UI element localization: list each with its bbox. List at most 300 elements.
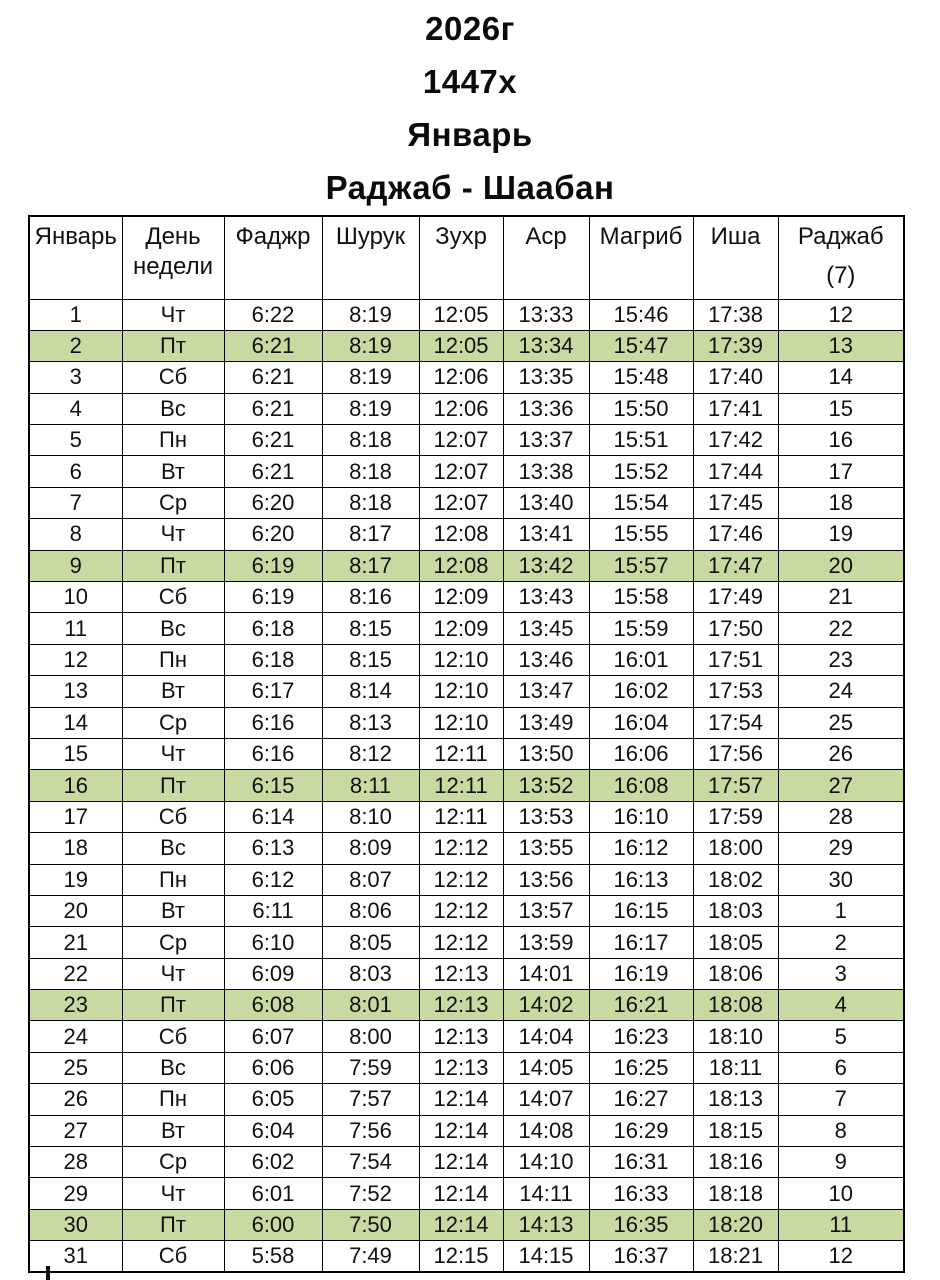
cell-asr: 13:49: [503, 707, 589, 738]
cell-isha: 17:42: [693, 425, 778, 456]
cell-weekday: Пн: [122, 644, 224, 675]
cell-zuhr: 12:14: [419, 1178, 503, 1209]
table-row: [29, 519, 904, 550]
cell-maghrib: 15:52: [589, 456, 693, 487]
cell-weekday: Сб: [122, 1021, 224, 1052]
cell-weekday: Сб: [122, 801, 224, 832]
cell-fajr: 6:17: [224, 676, 322, 707]
cell-isha: 17:50: [693, 613, 778, 644]
cell-shuruk: 8:03: [322, 958, 419, 989]
cell-fajr: 6:19: [224, 582, 322, 613]
cell-zuhr: 12:11: [419, 738, 503, 769]
cell-isha: 17:45: [693, 487, 778, 518]
cell-weekday: Чт: [122, 1178, 224, 1209]
cell-date: 4: [29, 393, 122, 424]
cell-isha: 17:49: [693, 582, 778, 613]
cell-rajab: 5: [778, 1021, 904, 1052]
table-row: [29, 1209, 904, 1240]
cell-zuhr: 12:12: [419, 927, 503, 958]
cell-rajab: 6: [778, 1052, 904, 1083]
cell-date: 28: [29, 1147, 122, 1178]
cell-zuhr: 12:13: [419, 990, 503, 1021]
table-row: [29, 1115, 904, 1146]
cell-zuhr: 12:13: [419, 1052, 503, 1083]
cell-date: 21: [29, 927, 122, 958]
cell-date: 5: [29, 425, 122, 456]
cell-rajab: 17: [778, 456, 904, 487]
cell-rajab: 10: [778, 1178, 904, 1209]
cell-zuhr: 12:12: [419, 895, 503, 926]
cell-date: 24: [29, 1021, 122, 1052]
column-header-label: Раджаб: [797, 223, 884, 250]
cell-isha: 18:20: [693, 1209, 778, 1240]
cell-shuruk: 8:01: [322, 990, 419, 1021]
cell-date: 7: [29, 487, 122, 518]
cell-rajab: 9: [778, 1147, 904, 1178]
cell-isha: 17:46: [693, 519, 778, 550]
cell-isha: 17:56: [693, 738, 778, 769]
cell-date: 30: [29, 1209, 122, 1240]
cell-isha: 18:10: [693, 1021, 778, 1052]
cell-maghrib: 15:50: [589, 393, 693, 424]
cell-zuhr: 12:08: [419, 550, 503, 581]
cell-weekday: Пт: [122, 770, 224, 801]
header-row: [29, 216, 904, 299]
cell-shuruk: 7:50: [322, 1209, 419, 1240]
table-row: [29, 1021, 904, 1052]
cell-weekday: Пт: [122, 550, 224, 581]
cell-zuhr: 12:10: [419, 644, 503, 675]
table-row: [29, 330, 904, 361]
cell-weekday: Вт: [122, 456, 224, 487]
cell-date: 9: [29, 550, 122, 581]
cell-date: 15: [29, 738, 122, 769]
cell-asr: 13:45: [503, 613, 589, 644]
cell-rajab: 25: [778, 707, 904, 738]
cell-fajr: 6:21: [224, 456, 322, 487]
cell-weekday: Вт: [122, 1115, 224, 1146]
cell-asr: 14:04: [503, 1021, 589, 1052]
cell-isha: 17:44: [693, 456, 778, 487]
table-row: [29, 644, 904, 675]
table-row: [29, 833, 904, 864]
cell-maghrib: 15:58: [589, 582, 693, 613]
cell-date: 20: [29, 895, 122, 926]
cell-maghrib: 16:19: [589, 958, 693, 989]
cell-asr: 13:50: [503, 738, 589, 769]
cell-fajr: 6:21: [224, 425, 322, 456]
cell-weekday: Чт: [122, 299, 224, 330]
cell-maghrib: 16:13: [589, 864, 693, 895]
title-block: [0, 0, 940, 214]
cell-shuruk: 8:14: [322, 676, 419, 707]
cell-maghrib: 16:06: [589, 738, 693, 769]
cell-rajab: 22: [778, 613, 904, 644]
cell-weekday: Вс: [122, 833, 224, 864]
cell-fajr: 6:02: [224, 1147, 322, 1178]
cell-weekday: Чт: [122, 958, 224, 989]
table-row: [29, 550, 904, 581]
cell-rajab: 4: [778, 990, 904, 1021]
column-header-label: Шурук: [335, 223, 406, 250]
cell-asr: 13:47: [503, 676, 589, 707]
cell-shuruk: 8:19: [322, 393, 419, 424]
cell-shuruk: 8:18: [322, 487, 419, 518]
cell-maghrib: 16:21: [589, 990, 693, 1021]
cell-rajab: 21: [778, 582, 904, 613]
cell-rajab: 16: [778, 425, 904, 456]
cell-isha: 18:11: [693, 1052, 778, 1083]
cell-weekday: Пт: [122, 1209, 224, 1240]
table-row: [29, 864, 904, 895]
cell-maghrib: 16:04: [589, 707, 693, 738]
cell-shuruk: 8:00: [322, 1021, 419, 1052]
cell-zuhr: 12:07: [419, 487, 503, 518]
cell-weekday: Вс: [122, 1052, 224, 1083]
cell-zuhr: 12:07: [419, 456, 503, 487]
column-header-label: Магриб: [599, 223, 683, 250]
cell-zuhr: 12:06: [419, 393, 503, 424]
cell-fajr: 6:18: [224, 613, 322, 644]
cell-date: 16: [29, 770, 122, 801]
cell-maghrib: 15:54: [589, 487, 693, 518]
cell-date: 19: [29, 864, 122, 895]
cell-asr: 13:59: [503, 927, 589, 958]
cell-rajab: 12: [778, 299, 904, 330]
table-body: [29, 299, 904, 1272]
column-header-sublabel: (7): [826, 262, 856, 289]
cell-maghrib: 16:01: [589, 644, 693, 675]
table-row: [29, 990, 904, 1021]
cell-date: 14: [29, 707, 122, 738]
cell-zuhr: 12:14: [419, 1084, 503, 1115]
table-row: [29, 1241, 904, 1272]
cell-date: 12: [29, 644, 122, 675]
cell-maghrib: 16:31: [589, 1147, 693, 1178]
cell-weekday: Вт: [122, 676, 224, 707]
cell-weekday: Ср: [122, 487, 224, 518]
cell-isha: 18:13: [693, 1084, 778, 1115]
cell-date: 18: [29, 833, 122, 864]
cell-rajab: 13: [778, 330, 904, 361]
cell-fajr: 6:20: [224, 519, 322, 550]
cell-date: 1: [29, 299, 122, 330]
cell-maghrib: 15:57: [589, 550, 693, 581]
cell-isha: 18:02: [693, 864, 778, 895]
cell-date: 3: [29, 362, 122, 393]
table-row: [29, 425, 904, 456]
cell-asr: 14:05: [503, 1052, 589, 1083]
cell-isha: 17:38: [693, 299, 778, 330]
cell-maghrib: 16:37: [589, 1241, 693, 1272]
cell-zuhr: 12:13: [419, 1021, 503, 1052]
table-row: [29, 738, 904, 769]
cell-rajab: 1: [778, 895, 904, 926]
cell-rajab: 15: [778, 393, 904, 424]
cell-weekday: Ср: [122, 707, 224, 738]
cell-shuruk: 7:49: [322, 1241, 419, 1272]
cell-maghrib: 15:55: [589, 519, 693, 550]
table-row: [29, 958, 904, 989]
column-header-fajr: [224, 216, 322, 299]
column-header-isha: [693, 216, 778, 299]
table-row: [29, 707, 904, 738]
cell-shuruk: 8:11: [322, 770, 419, 801]
cell-zuhr: 12:12: [419, 833, 503, 864]
table-row: [29, 801, 904, 832]
cell-maghrib: 15:51: [589, 425, 693, 456]
cell-shuruk: 8:18: [322, 456, 419, 487]
title-hijri-months: Раджаб - Шаабан: [325, 169, 615, 206]
cell-isha: 17:47: [693, 550, 778, 581]
column-header-label: Январь: [34, 223, 117, 250]
cell-maghrib: 16:33: [589, 1178, 693, 1209]
cell-fajr: 6:21: [224, 393, 322, 424]
cell-date: 10: [29, 582, 122, 613]
cell-zuhr: 12:15: [419, 1241, 503, 1272]
cell-maghrib: 15:48: [589, 362, 693, 393]
cell-zuhr: 12:09: [419, 613, 503, 644]
cell-shuruk: 8:07: [322, 864, 419, 895]
cell-fajr: 6:15: [224, 770, 322, 801]
title-month: Январь: [407, 116, 533, 153]
cell-rajab: 2: [778, 927, 904, 958]
cell-zuhr: 12:05: [419, 299, 503, 330]
cell-date: 29: [29, 1178, 122, 1209]
table-row: [29, 1147, 904, 1178]
cell-shuruk: 7:59: [322, 1052, 419, 1083]
cell-maghrib: 16:23: [589, 1021, 693, 1052]
cell-maghrib: 16:25: [589, 1052, 693, 1083]
cell-fajr: 6:13: [224, 833, 322, 864]
column-header-shuruk: [322, 216, 419, 299]
cell-fajr: 6:12: [224, 864, 322, 895]
cell-maghrib: 16:12: [589, 833, 693, 864]
cell-zuhr: 12:14: [419, 1209, 503, 1240]
title-hijri-year: 1447х: [422, 63, 518, 100]
cell-shuruk: 8:17: [322, 519, 419, 550]
cell-asr: 14:15: [503, 1241, 589, 1272]
prayer-times-table: [28, 215, 905, 1273]
cell-zuhr: 12:14: [419, 1147, 503, 1178]
cell-isha: 18:18: [693, 1178, 778, 1209]
title-year: 2026г: [425, 10, 515, 47]
cell-asr: 13:36: [503, 393, 589, 424]
cell-rajab: 19: [778, 519, 904, 550]
cell-fajr: 6:16: [224, 707, 322, 738]
table-row: [29, 456, 904, 487]
cell-shuruk: 8:10: [322, 801, 419, 832]
cell-shuruk: 8:18: [322, 425, 419, 456]
table-row: [29, 770, 904, 801]
cell-rajab: 12: [778, 1241, 904, 1272]
cell-rajab: 8: [778, 1115, 904, 1146]
cell-maghrib: 15:59: [589, 613, 693, 644]
cell-shuruk: 7:57: [322, 1084, 419, 1115]
cell-asr: 14:02: [503, 990, 589, 1021]
cell-shuruk: 8:16: [322, 582, 419, 613]
cell-asr: 14:11: [503, 1178, 589, 1209]
cell-fajr: 5:58: [224, 1241, 322, 1272]
cell-zuhr: 12:11: [419, 801, 503, 832]
cell-date: 11: [29, 613, 122, 644]
cell-asr: 13:35: [503, 362, 589, 393]
cell-shuruk: 8:05: [322, 927, 419, 958]
cell-date: 26: [29, 1084, 122, 1115]
cell-fajr: 6:21: [224, 330, 322, 361]
cell-maghrib: 16:29: [589, 1115, 693, 1146]
cell-asr: 13:56: [503, 864, 589, 895]
cell-weekday: Пт: [122, 990, 224, 1021]
table-row: [29, 582, 904, 613]
cell-date: 25: [29, 1052, 122, 1083]
table-row: [29, 299, 904, 330]
cell-isha: 18:06: [693, 958, 778, 989]
cell-isha: 17:41: [693, 393, 778, 424]
column-header-maghrib: [589, 216, 693, 299]
cell-shuruk: 8:19: [322, 362, 419, 393]
cell-rajab: 28: [778, 801, 904, 832]
cell-shuruk: 8:13: [322, 707, 419, 738]
cell-isha: 17:54: [693, 707, 778, 738]
cell-zuhr: 12:13: [419, 958, 503, 989]
cell-asr: 14:07: [503, 1084, 589, 1115]
table-row: [29, 676, 904, 707]
table-row: [29, 393, 904, 424]
cell-date: 2: [29, 330, 122, 361]
cell-shuruk: 8:09: [322, 833, 419, 864]
cell-fajr: 6:06: [224, 1052, 322, 1083]
cell-fajr: 6:00: [224, 1209, 322, 1240]
cell-date: 31: [29, 1241, 122, 1272]
cell-date: 13: [29, 676, 122, 707]
cell-asr: 13:46: [503, 644, 589, 675]
cell-asr: 13:41: [503, 519, 589, 550]
table-row: [29, 1178, 904, 1209]
column-header-date: [29, 216, 122, 299]
cell-asr: 14:13: [503, 1209, 589, 1240]
table-row: [29, 895, 904, 926]
cell-shuruk: 8:12: [322, 738, 419, 769]
cell-maghrib: 16:35: [589, 1209, 693, 1240]
cell-asr: 13:33: [503, 299, 589, 330]
cell-rajab: 27: [778, 770, 904, 801]
cell-date: 23: [29, 990, 122, 1021]
cell-maghrib: 16:27: [589, 1084, 693, 1115]
cell-zuhr: 12:09: [419, 582, 503, 613]
cell-weekday: Вс: [122, 613, 224, 644]
column-header-label: Фаджр: [235, 223, 311, 250]
cell-date: 8: [29, 519, 122, 550]
cell-asr: 13:38: [503, 456, 589, 487]
table-row: [29, 1084, 904, 1115]
scan-artifact-line: [46, 1266, 50, 1280]
cell-weekday: Вт: [122, 895, 224, 926]
cell-fajr: 6:11: [224, 895, 322, 926]
cell-isha: 17:40: [693, 362, 778, 393]
cell-rajab: 20: [778, 550, 904, 581]
cell-shuruk: 8:17: [322, 550, 419, 581]
cell-maghrib: 16:02: [589, 676, 693, 707]
column-header-label: Аср: [525, 223, 567, 250]
table-row: [29, 927, 904, 958]
table-header: [29, 216, 904, 299]
cell-weekday: Чт: [122, 738, 224, 769]
cell-weekday: Пт: [122, 330, 224, 361]
cell-asr: 13:40: [503, 487, 589, 518]
cell-isha: 17:51: [693, 644, 778, 675]
cell-zuhr: 12:14: [419, 1115, 503, 1146]
cell-rajab: 18: [778, 487, 904, 518]
column-header-asr: [503, 216, 589, 299]
cell-rajab: 30: [778, 864, 904, 895]
column-header-zuhr: [419, 216, 503, 299]
cell-shuruk: 7:52: [322, 1178, 419, 1209]
cell-isha: 18:08: [693, 990, 778, 1021]
cell-fajr: 6:05: [224, 1084, 322, 1115]
cell-shuruk: 8:19: [322, 330, 419, 361]
cell-date: 6: [29, 456, 122, 487]
cell-fajr: 6:07: [224, 1021, 322, 1052]
cell-fajr: 6:08: [224, 990, 322, 1021]
cell-fajr: 6:10: [224, 927, 322, 958]
cell-rajab: 24: [778, 676, 904, 707]
cell-weekday: Ср: [122, 1147, 224, 1178]
cell-asr: 14:01: [503, 958, 589, 989]
cell-zuhr: 12:07: [419, 425, 503, 456]
cell-asr: 14:08: [503, 1115, 589, 1146]
cell-weekday: Сб: [122, 362, 224, 393]
cell-shuruk: 7:56: [322, 1115, 419, 1146]
cell-isha: 18:00: [693, 833, 778, 864]
cell-fajr: 6:14: [224, 801, 322, 832]
cell-shuruk: 7:54: [322, 1147, 419, 1178]
cell-weekday: Ср: [122, 927, 224, 958]
table-row: [29, 362, 904, 393]
cell-rajab: 11: [778, 1209, 904, 1240]
cell-date: 22: [29, 958, 122, 989]
cell-maghrib: 16:15: [589, 895, 693, 926]
cell-rajab: 3: [778, 958, 904, 989]
column-header-rajab: [778, 216, 904, 299]
cell-fajr: 6:04: [224, 1115, 322, 1146]
cell-maghrib: 16:08: [589, 770, 693, 801]
cell-zuhr: 12:05: [419, 330, 503, 361]
cell-zuhr: 12:12: [419, 864, 503, 895]
column-header-weekday: [122, 216, 224, 299]
cell-shuruk: 8:19: [322, 299, 419, 330]
cell-isha: 18:21: [693, 1241, 778, 1272]
cell-asr: 13:55: [503, 833, 589, 864]
cell-isha: 17:39: [693, 330, 778, 361]
cell-rajab: 7: [778, 1084, 904, 1115]
cell-fajr: 6:09: [224, 958, 322, 989]
cell-weekday: Сб: [122, 582, 224, 613]
cell-maghrib: 16:10: [589, 801, 693, 832]
cell-fajr: 6:19: [224, 550, 322, 581]
cell-fajr: 6:20: [224, 487, 322, 518]
cell-fajr: 6:01: [224, 1178, 322, 1209]
column-header-label: Зухр: [435, 223, 487, 250]
cell-date: 27: [29, 1115, 122, 1146]
column-header-label: День недели: [132, 223, 214, 280]
cell-asr: 13:57: [503, 895, 589, 926]
cell-rajab: 23: [778, 644, 904, 675]
cell-maghrib: 15:47: [589, 330, 693, 361]
cell-isha: 18:03: [693, 895, 778, 926]
cell-weekday: Вс: [122, 393, 224, 424]
cell-asr: 13:53: [503, 801, 589, 832]
